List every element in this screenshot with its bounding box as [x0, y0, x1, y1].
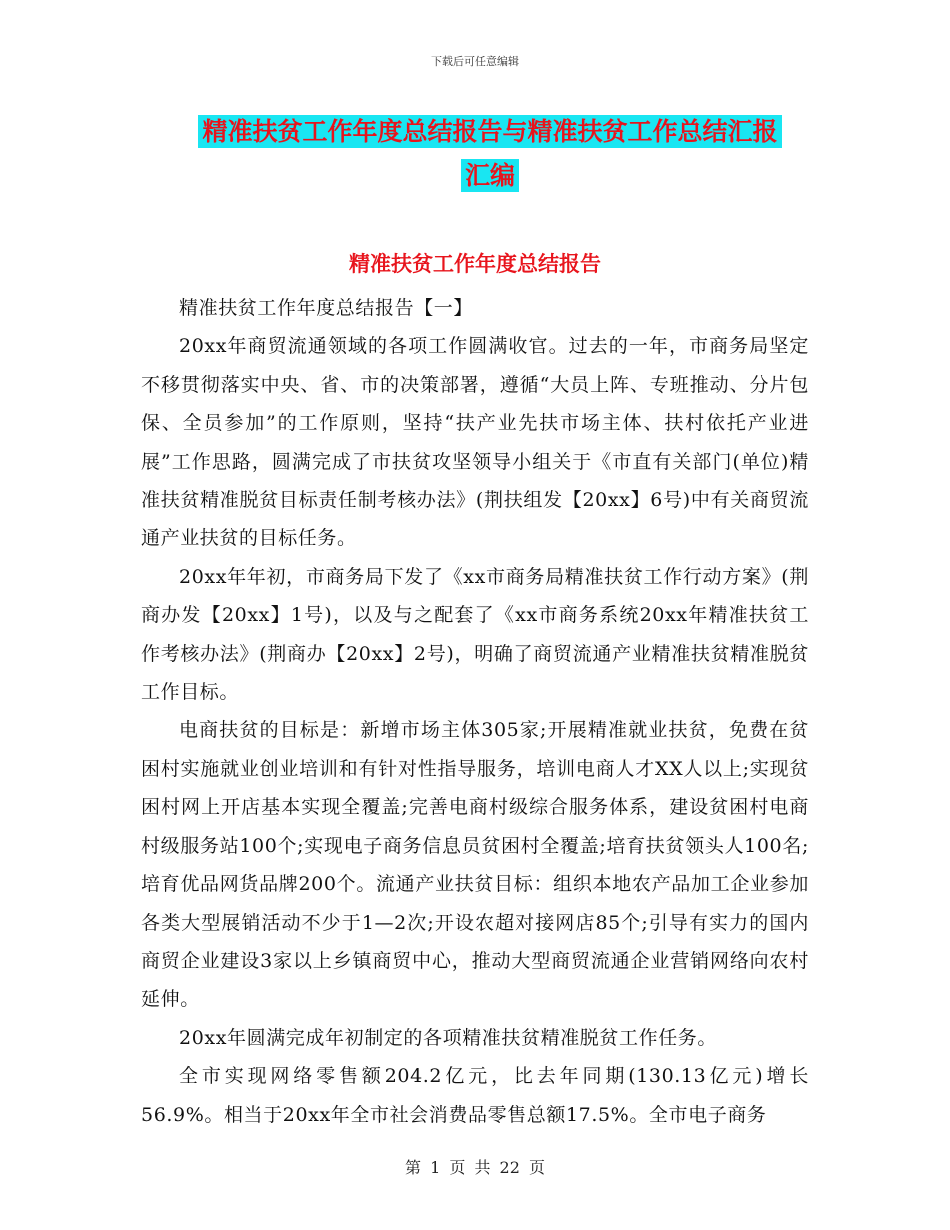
section-title: 精准扶贫工作年度总结报告 [349, 252, 601, 276]
paragraph: 20xx年商贸流通领域的各项工作圆满收官。过去的一年，市商务局坚定不移贯彻落实中央、省、市的决策部署，遵循“大员上阵、专班推动、分片包保、全员参加”的工作原则，坚持“扶产业先扶市场主体、扶村依托产业进展”工作思路，圆满完成了市扶贫攻坚领导小组关于《市直有关部门(单位)精准扶贫精准脱贫目标责任制考核办法》(荆扶组发【20xx】6号)中有关商贸流通产业扶贫的目标任务。 [141, 335, 809, 550]
document-title-line-1: 精准扶贫工作年度总结报告与精准扶贫工作总结汇报 [198, 115, 781, 148]
page-footer: 第 1 页 共 22 页 [405, 1158, 545, 1177]
document-body [141, 289, 809, 1134]
document-title-line-2: 汇编 [461, 159, 519, 192]
paragraph: 20xx年圆满完成年初制定的各项精准扶贫精准脱贫工作任务。 [179, 1026, 718, 1049]
paragraph: 20xx年年初，市商务局下发了《xx市商务局精准扶贫工作行动方案》(荆商办发【20xx】1号)，以及与之配套了《xx市商务系统20xx年精准扶贫工作考核办法》(荆商办【20xx】2号)，明确了商贸流通产业精准扶贫精准脱贫工作目标。 [141, 565, 809, 704]
paragraph: 电商扶贫的目标是：新增市场主体305家;开展精准就业扶贫，免费在贫困村实施就业创业培训和有针对性指导服务，培训电商人才XX人以上;实现贫困村网上开店基本实现全覆盖;完善电商村级综合服务体系，建设贫困村电商村级服务站100个;实现电子商务信息员贫困村全覆盖;培育扶贫领头人100名;培育优品网货品牌200个。流通产业扶贫目标：组织本地农产品加工企业参加各类大型展销活动不少于1—2次;开设农超对接网店85个;引导有实力的国内商贸企业建设3家以上乡镇商贸中心，推动大型商贸流通企业营销网络向农村延伸。 [141, 719, 809, 1011]
header-note: 下载后可任意编辑 [431, 55, 519, 68]
document-title [140, 110, 840, 198]
paragraph-subheading: 精准扶贫工作年度总结报告【一】 [179, 297, 474, 319]
paragraph: 全市实现网络零售额204.2亿元，比去年同期(130.13亿元)增长56.9%。相当于20xx年全市社会消费品零售总额17.5%。全市电子商务 [141, 1065, 809, 1126]
